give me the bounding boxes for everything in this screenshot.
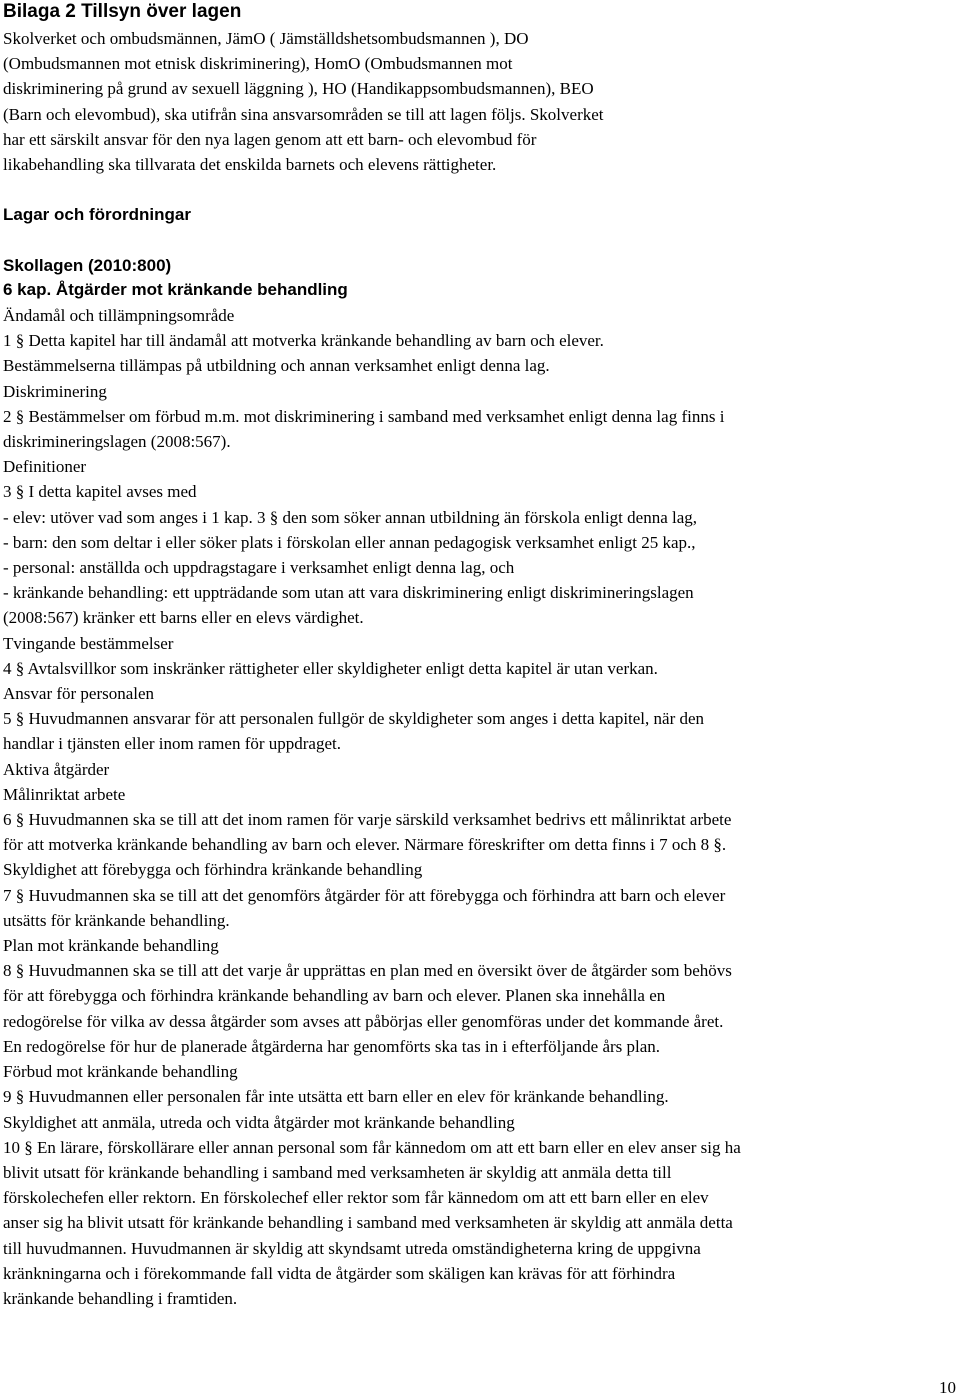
law-title: Skollagen (2010:800) [3, 256, 172, 275]
law-text [3, 303, 953, 1311]
law-text-line: Bestämmelserna tillämpas på utbildning och annan verksamhet enligt denna lag. [3, 356, 550, 376]
law-text-line: kränkningarna och i förekommande fall vidta de åtgärder som skäligen kan krävas för att förhindra [3, 1263, 676, 1283]
law-text-line: 8 § Huvudmannen ska se till att det varje år upprättas en plan med en översikt över de åtgärder som behövs [3, 961, 732, 981]
intro-line: har ett särskilt ansvar för den nya lagen genom att ett barn- och elevombud för [3, 129, 537, 149]
law-text-line: Skyldighet att förebygga och förhindra kränkande behandling [3, 860, 423, 880]
page-number: 10 [939, 1378, 956, 1397]
law-text-line: Diskriminering [3, 381, 107, 401]
intro-paragraph [3, 26, 953, 177]
law-text-line: Ansvar för personalen [3, 684, 155, 704]
intro-line: Skolverket och ombudsmännen, JämO ( Jämställdshetsombudsmannen ), DO [3, 29, 529, 48]
law-text-line: Aktiva åtgärder [3, 759, 110, 779]
law-text-line: Tvingande bestämmelser [3, 633, 174, 653]
intro-line: (Ombudsmannen mot etnisk diskriminering), HomO (Ombudsmannen mot [3, 54, 513, 74]
document-title: Bilaga 2 Tillsyn över lagen [3, 1, 242, 22]
law-text-line: - elev: utöver vad som anges i 1 kap. 3 § den som söker annan utbildning än förskola enligt denna lag, [3, 507, 698, 527]
law-text-line: 4 § Avtalsvillkor som inskränker rättigheter eller skyldigheter enligt detta kapitel är utan verkan. [3, 658, 658, 678]
chapter-heading: 6 kap. Åtgärder mot kränkande behandling [3, 280, 348, 299]
law-text-line: förskolechefen eller rektorn. En förskolechef eller rektor som får kännedom om att ett barn eller en elev [3, 1188, 709, 1208]
law-text-line: Plan mot kränkande behandling [3, 936, 219, 956]
law-text-line: 1 § Detta kapitel har till ändamål att motverka kränkande behandling av barn och elever. [3, 331, 604, 351]
law-text-line: Förbud mot kränkande behandling [3, 1062, 238, 1082]
law-text-line: 9 § Huvudmannen eller personalen får inte utsätta ett barn eller en elev för kränkande behandling. [3, 1087, 669, 1107]
law-text-line: - barn: den som deltar i eller söker plats i förskolan eller annan pedagogisk verksamhet enligt 25 kap., [3, 532, 696, 552]
intro-line: diskriminering på grund av sexuell läggning ), HO (Handikappsombudsmannen), BEO [3, 79, 594, 99]
law-text-line: Målinriktat arbete [3, 784, 126, 804]
law-text-line: 6 § Huvudmannen ska se till att det inom ramen för varje särskild verksamhet bedrivs ett målinriktat arbete [3, 810, 732, 830]
law-text-line: Ändamål och tillämpningsområde [3, 306, 235, 325]
law-text-line: till huvudmannen. Huvudmannen är skyldig att skyndsamt utreda omständigheterna kring de uppgivna [3, 1238, 701, 1258]
law-text-line: kränkande behandling i framtiden. [3, 1288, 238, 1308]
law-text-line: för att förebygga och förhindra kränkande behandling av barn och elever. Planen ska innehålla en [3, 986, 666, 1006]
law-text-line: - personal: anställda och uppdragstagare i verksamhet enligt denna lag, och [3, 558, 515, 578]
law-text-line: utsätts för kränkande behandling. [3, 910, 230, 930]
law-text-line: En redogörelse för hur de planerade åtgärderna har genomförts ska tas in i efterföljande års plan. [3, 1036, 661, 1056]
law-text-line: Skyldighet att anmäla, utreda och vidta åtgärder mot kränkande behandling [3, 1112, 515, 1132]
law-text-line: redogörelse för vilka av dessa åtgärder som avses att påbörjas eller genomföras under det kommande året. [3, 1011, 724, 1031]
intro-line: (Barn och elevombud), ska utifrån sina ansvarsområden se till att lagen följs. Skolverket [3, 104, 604, 124]
law-text-line: Definitioner [3, 457, 87, 477]
law-text-line: 5 § Huvudmannen ansvarar för att personalen fullgör de skyldigheter som anges i detta kapitel, när den [3, 709, 705, 729]
law-text-line: 2 § Bestämmelser om förbud m.m. mot diskriminering i samband med verksamhet enligt denna lag finns i [3, 406, 725, 426]
law-text-line: blivit utsatt för kränkande behandling i samband med verksamheten är skyldig att anmäla detta till [3, 1162, 672, 1182]
law-text-line: 3 § I detta kapitel avses med [3, 482, 197, 502]
law-text-line: anser sig ha blivit utsatt för kränkande behandling i samband med verksamheten är skyldig att anmäla detta [3, 1213, 733, 1233]
law-text-line: för att motverka kränkande behandling av barn och elever. Närmare föreskrifter om detta finns i 7 och 8 §. [3, 835, 727, 855]
law-text-line: (2008:567) kränker ett barns eller en elevs värdighet. [3, 608, 364, 628]
law-text-line: - kränkande behandling: ett uppträdande som utan att vara diskriminering enligt diskrimineringslagen [3, 583, 694, 603]
section-heading: Lagar och förordningar [3, 205, 191, 224]
law-text-line: handlar i tjänsten eller inom ramen för uppdraget. [3, 734, 341, 754]
intro-line: likabehandling ska tillvarata det enskilda barnets och elevens rättigheter. [3, 155, 497, 175]
law-text-line: diskrimineringslagen (2008:567). [3, 432, 231, 452]
law-text-line: 10 § En lärare, förskollärare eller annan personal som får kännedom om att ett barn eller en elev anser sig ha [3, 1137, 741, 1157]
law-text-line: 7 § Huvudmannen ska se till att det genomförs åtgärder för att förebygga och förhindra att barn och elever [3, 885, 726, 905]
